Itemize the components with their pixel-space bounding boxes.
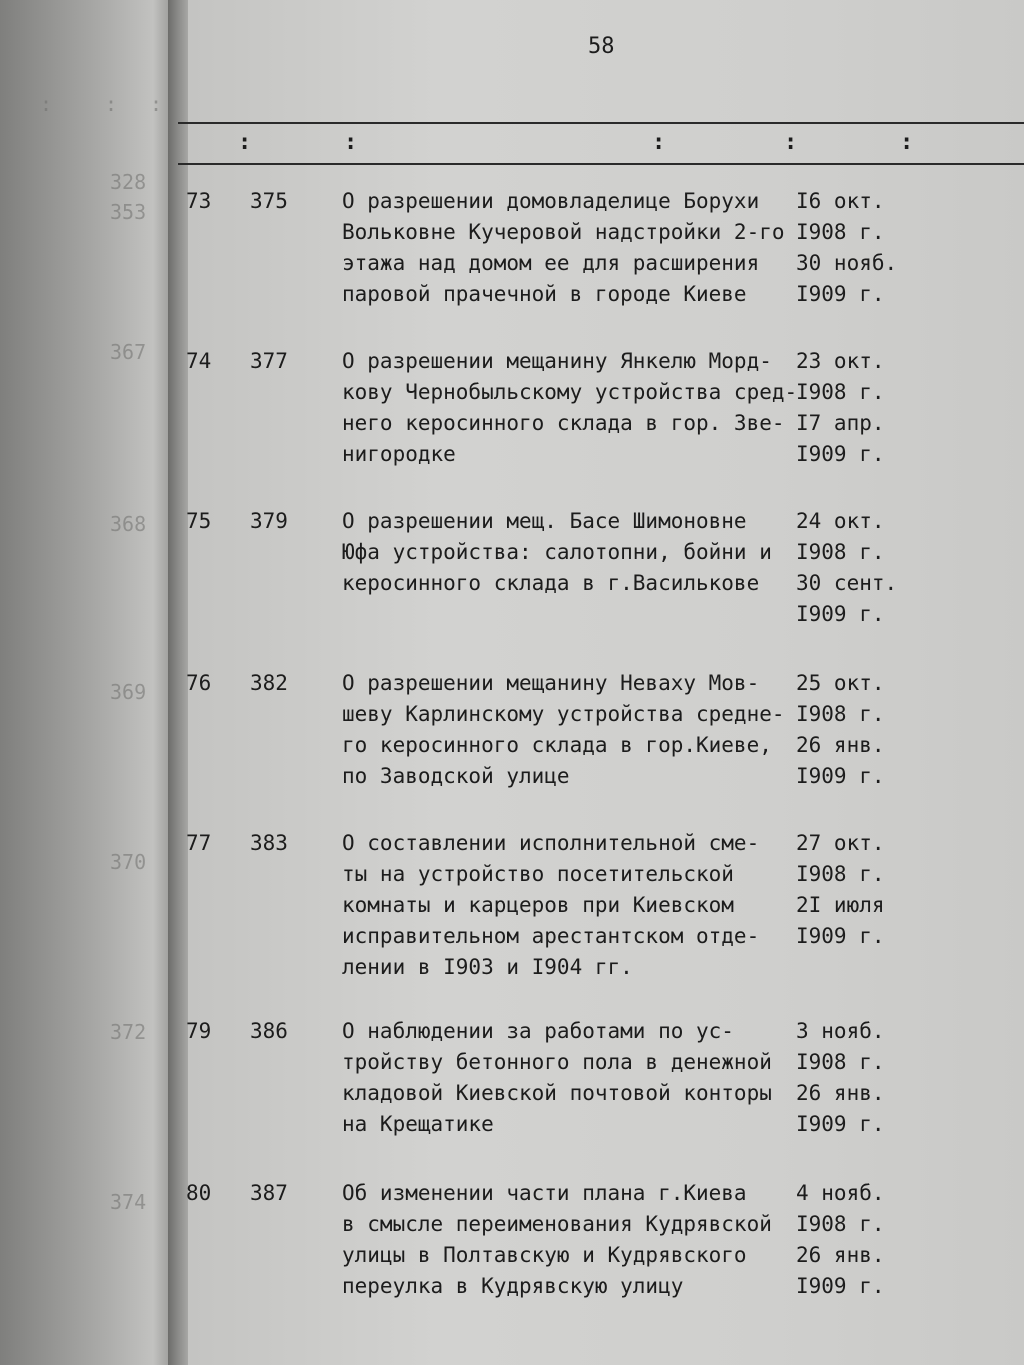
left-page-bleed-text: : : : 328 353 367 368 369 370 372 374: [40, 92, 163, 1214]
entry-description: [342, 1016, 802, 1140]
entry-description: [342, 1178, 802, 1302]
description-line: О составлении исполнительной сме-: [342, 831, 760, 855]
description-line: переулка в Кудрявскую улицу: [342, 1274, 684, 1298]
entry-description: [342, 506, 802, 599]
date-line: I909 г.: [796, 1274, 885, 1298]
entry-description: [342, 668, 802, 792]
entry-number: 80: [186, 1181, 212, 1205]
file-number: 386: [250, 1019, 288, 1043]
entry-number: 77: [186, 831, 212, 855]
date-line: I909 г.: [796, 1112, 885, 1136]
date-line: 24 окт.: [796, 509, 885, 533]
date-line: I909 г.: [796, 924, 885, 948]
date-line: I908 г.: [796, 702, 885, 726]
description-line: керосинного склада в г.Василькове: [342, 571, 760, 595]
date-line: I908 г.: [796, 540, 885, 564]
header-separator: :: [652, 130, 666, 155]
date-line: I7 апр.: [796, 411, 885, 435]
entry-number: 74: [186, 349, 212, 373]
entry-dates: [796, 346, 916, 470]
entry-dates: [796, 506, 916, 630]
description-line: по Заводской улице: [342, 764, 570, 788]
description-line: на Крещатике: [342, 1112, 494, 1136]
description-line: шеву Карлинскому устройства средне-: [342, 702, 785, 726]
date-line: 26 янв.: [796, 1081, 885, 1105]
description-line: исправительном арестантском отде-: [342, 924, 760, 948]
description-line: Юфа устройства: салотопни, бойни и: [342, 540, 772, 564]
date-line: I908 г.: [796, 1050, 885, 1074]
header-separator: :: [238, 130, 252, 155]
description-line: го керосинного склада в гор.Киеве,: [342, 733, 772, 757]
description-line: О разрешении мещанину Янкелю Морд-: [342, 349, 772, 373]
date-line: 30 нояб.: [796, 251, 898, 275]
entry-number: 79: [186, 1019, 212, 1043]
file-number: 377: [250, 349, 288, 373]
file-number: 379: [250, 509, 288, 533]
entry-dates: [796, 1178, 916, 1302]
description-line: О разрешении мещанину Неваху Мов-: [342, 671, 760, 695]
date-line: I909 г.: [796, 442, 885, 466]
date-line: 4 нояб.: [796, 1181, 885, 1205]
description-line: паровой прачечной в городе Киеве: [342, 282, 747, 306]
date-line: 27 окт.: [796, 831, 885, 855]
description-line: О разрешении домовладелице Борухи: [342, 189, 760, 213]
entry-dates: [796, 186, 916, 310]
entry-description: [342, 828, 802, 983]
header-rule-top: [178, 122, 1024, 124]
description-line: Об изменении части плана г.Киева: [342, 1181, 747, 1205]
description-line: улицы в Полтавскую и Кудрявского: [342, 1243, 747, 1267]
description-line: тройству бетонного пола в денежной: [342, 1050, 772, 1074]
entry-dates: [796, 1016, 916, 1140]
date-line: I6 окт.: [796, 189, 885, 213]
entry-number: 75: [186, 509, 212, 533]
description-line: кладовой Киевской почтовой конторы: [342, 1081, 772, 1105]
date-line: I909 г.: [796, 282, 885, 306]
description-line: О разрешении мещ. Басе Шимоновне: [342, 509, 747, 533]
page-number: 58: [588, 34, 615, 59]
date-line: I909 г.: [796, 602, 885, 626]
file-number: 387: [250, 1181, 288, 1205]
entry-description: [342, 186, 802, 310]
date-line: I908 г.: [796, 1212, 885, 1236]
header-separator: :: [344, 130, 358, 155]
description-line: комнаты и карцеров при Киевском: [342, 893, 734, 917]
entry-description: [342, 346, 802, 470]
date-line: 2I июля: [796, 893, 885, 917]
description-line: Вольковне Кучеровой надстройки 2-го: [342, 220, 785, 244]
header-rule-bottom: [178, 163, 1024, 165]
date-line: I908 г.: [796, 862, 885, 886]
description-line: кову Чернобыльскому устройства сред-: [342, 380, 798, 404]
description-line: этажа над домом ее для расширения: [342, 251, 760, 275]
entry-dates: [796, 828, 916, 952]
description-line: нигородке: [342, 442, 456, 466]
date-line: 23 окт.: [796, 349, 885, 373]
date-line: 3 нояб.: [796, 1019, 885, 1043]
entry-dates: [796, 668, 916, 792]
date-line: 30 сент.: [796, 571, 898, 595]
date-line: 25 окт.: [796, 671, 885, 695]
date-line: I909 г.: [796, 764, 885, 788]
file-number: 383: [250, 831, 288, 855]
description-line: в смысле переименования Кудрявской: [342, 1212, 772, 1236]
description-line: О наблюдении за работами по ус-: [342, 1019, 734, 1043]
date-line: I908 г.: [796, 220, 885, 244]
header-separator: :: [784, 130, 798, 155]
entry-number: 76: [186, 671, 212, 695]
header-separator: :: [900, 130, 914, 155]
date-line: 26 янв.: [796, 733, 885, 757]
file-number: 382: [250, 671, 288, 695]
file-number: 375: [250, 189, 288, 213]
description-line: него керосинного склада в гор. Зве-: [342, 411, 785, 435]
description-line: ты на устройство посетительской: [342, 862, 734, 886]
date-line: 26 янв.: [796, 1243, 885, 1267]
entry-number: 73: [186, 189, 212, 213]
date-line: I908 г.: [796, 380, 885, 404]
description-line: лении в I903 и I904 гг.: [342, 955, 633, 979]
